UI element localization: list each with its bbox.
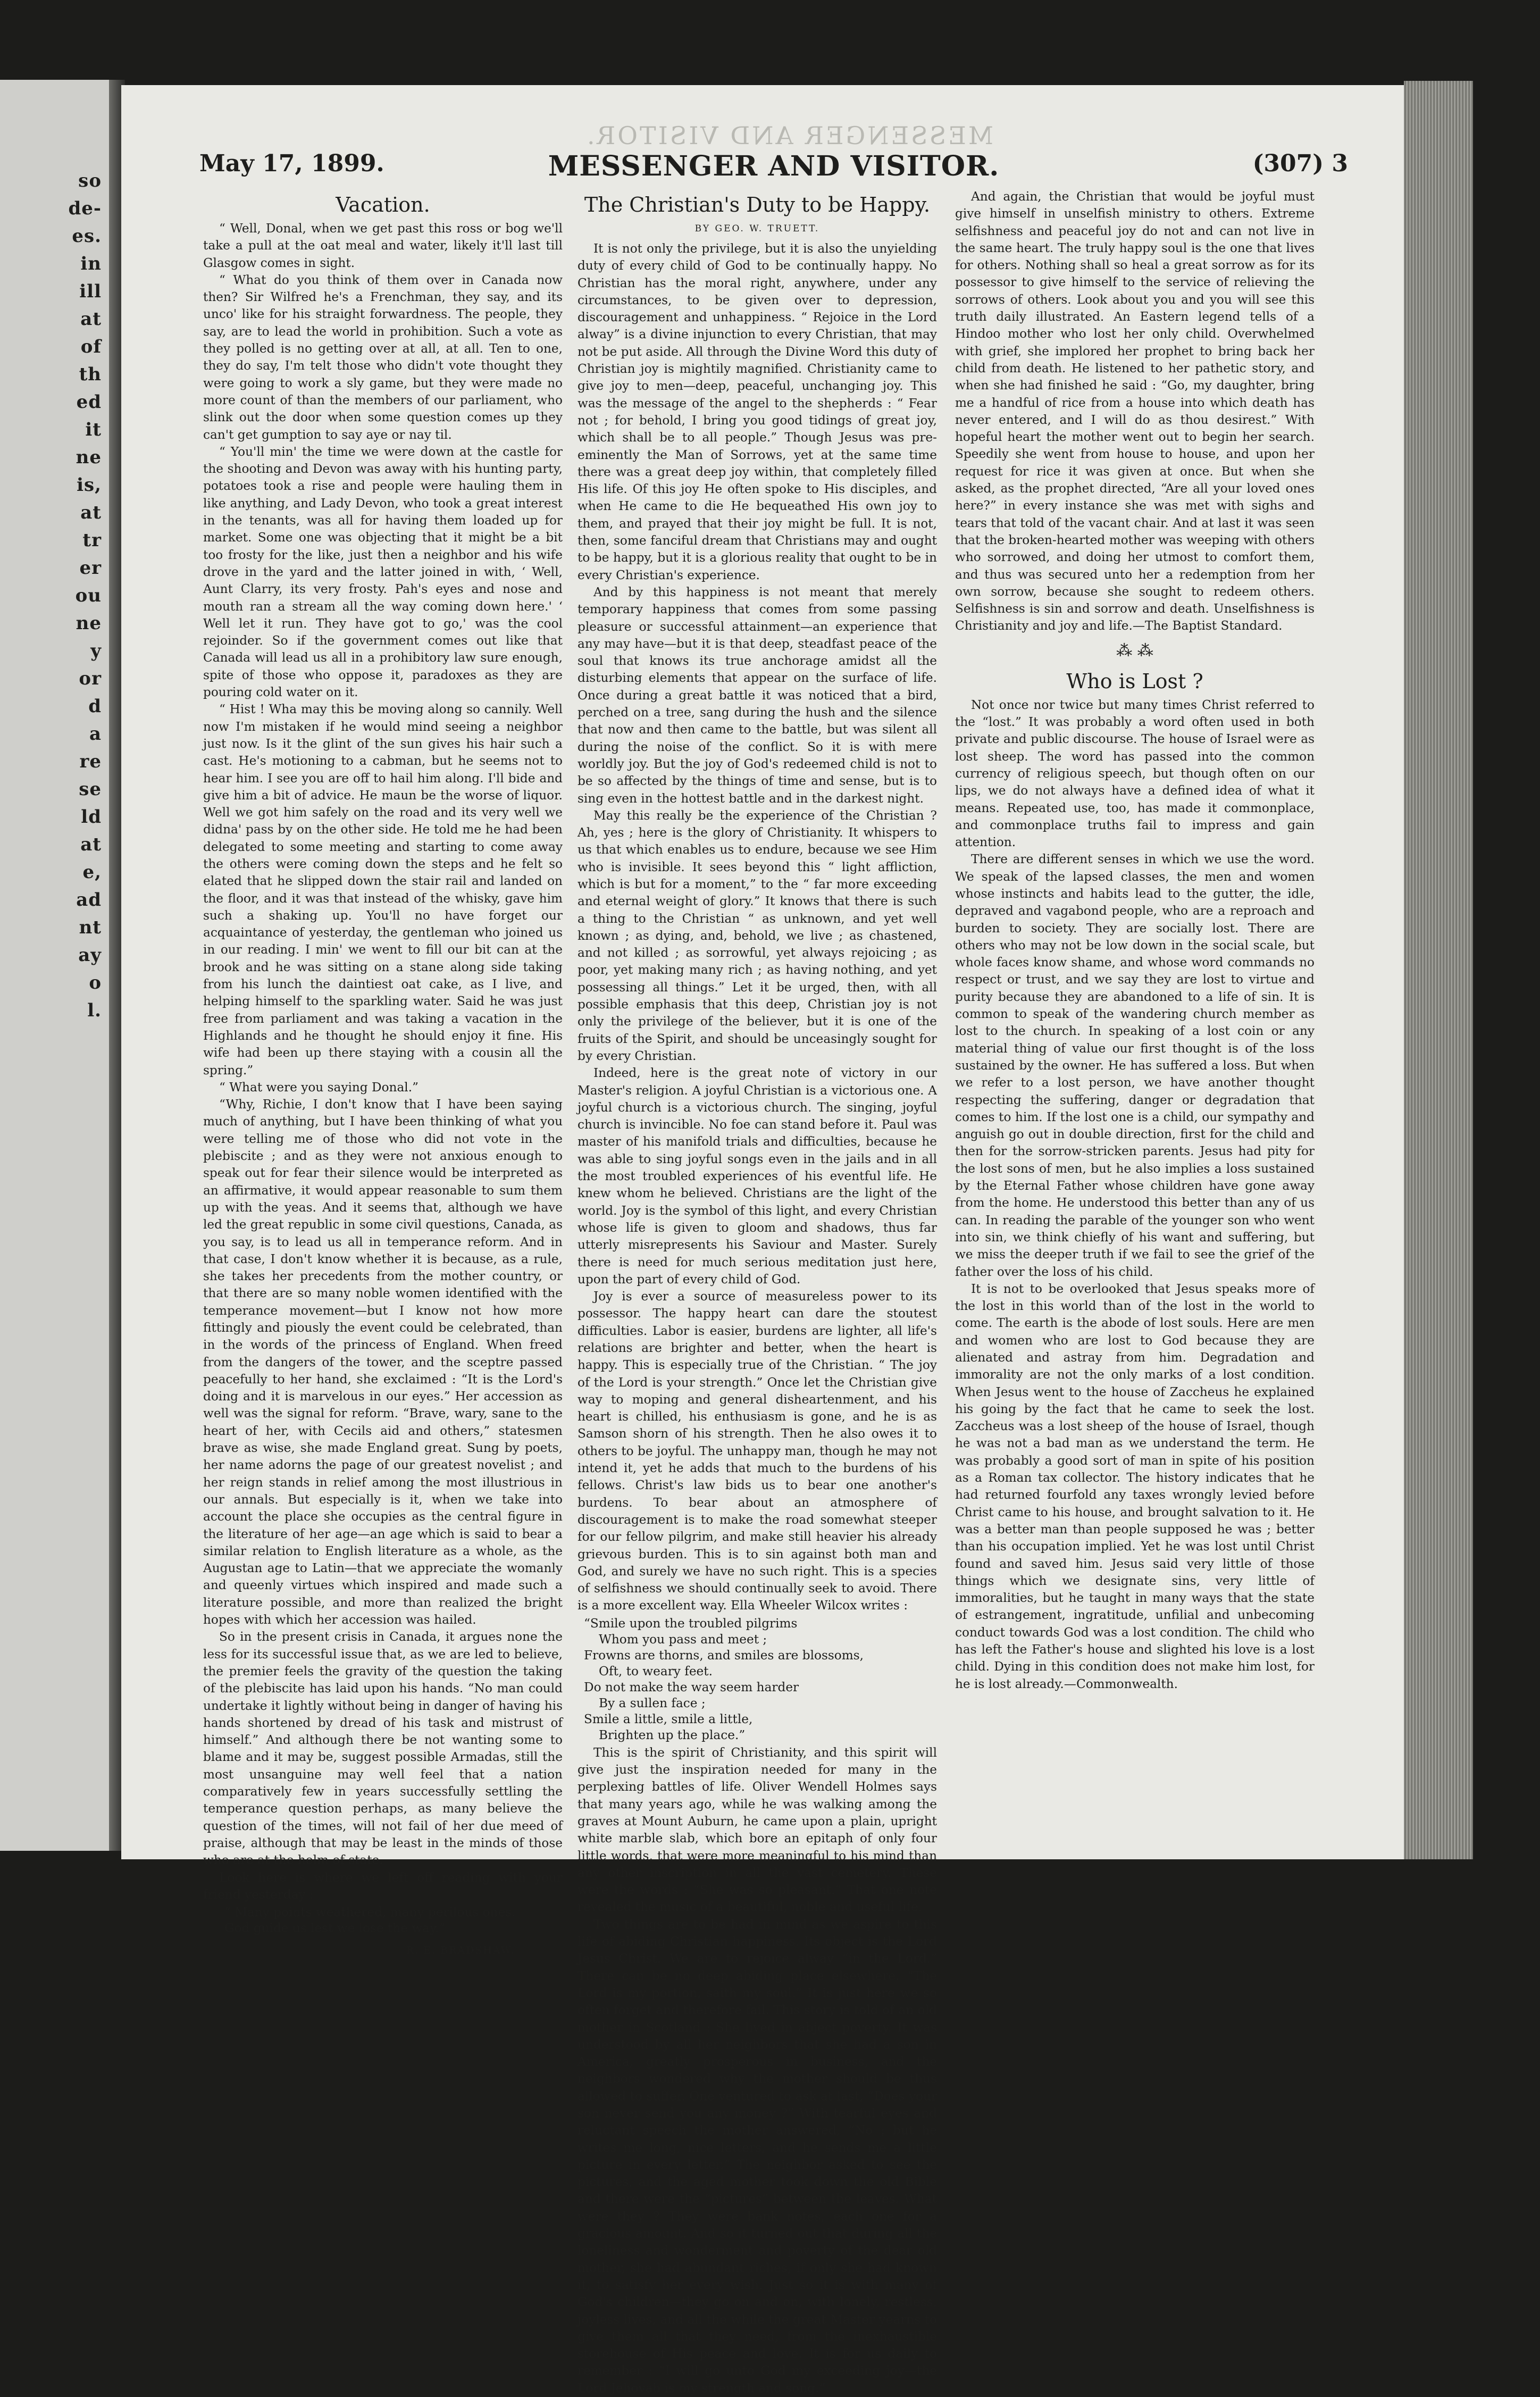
cut-off-word-fragment: so [78,170,102,191]
verse-line: Do not make the way seem harder [584,1680,799,1694]
cut-off-word-fragment: er [79,557,102,579]
paragraph: There are different senses in which we use the word. We speak of the lapsed classes, the men and women whose instincts and habits lead to the gutter, the idle, depraved and vagabond people, who are a reproach and burden to society. They are socially lost. There are others who may not be low down in the social scale, but whole faces know shame, and whose word commands no respect or trust, and we say they are lost to virtue and purity because they are abandoned to a life of sin. It is common to speak of the wandering church member as lost to the church. In speaking of a lost coin or any material thing of value our first thought is of the loss sustained by the owner. He has suffered a loss. But when we refer to a lost person, we have another thought respecting the suffering, danger or degradation that comes to him. If the lost one is a child, our sympathy and anguish go out in double direction, first for the child and then for the sorrow-stricken parents. Jesus had pity for the lost sons of men, but he also implies a loss sustained by the Eternal Father whose children have gone away from the home. He understood this better than any of us can. In reading the parable of the younger son who went into sin, we think chiefly of his want and suffering, but we miss the deeper truth if we fail to see the grief of the father over the loss of his child. [955,852,1315,1279]
cut-off-word-fragment: is, [77,474,102,496]
cut-off-word-fragment: th [79,364,102,385]
verse-line: “ Many points weathered, many perilous ones. [224,1905,516,1920]
paragraph: This is the spirit of Christianity, and this spirit will give just the inspiration needed for many in the perplexing battles of life. Oliver Wendell Holmes says that many years ago, while he was walking among the graves at Mount Auburn, he came upon a plain, upright white marble slab, which bore an epitaph of only four little words, that were more meaningful to his mind than any other inscription in all the vast cemetery. These were the words : “She was so pleasant.” That one note revealed the music of a beautiful, noble and useful life. [577,1745,937,1915]
paragraph: “ You'll min' the time we were down at the castle for the shooting and Devon was away with his hunting party, potatoes took a rise and people were hauling them in like anything, and Lady Devon, who took a great interest in the tenants, was all for having them loaded up for market. Some one was objecting that it might be a bit too frosty for the like, just then a neighbor and his wife drove in the yard and the latter joined in with, ‘ Well, Aunt Clarry, its very frosty. Pah's eyes and nose and mouth ran a stream all the way coming down here.' ‘ Well let it run. They have got to go,' was the cool rejoinder. So if the government comes out like that Canada will lead us all in a prohibitory law sure enough, spite of those who oppose it, paradoxes as they are pouring cold water on it. [203,444,563,700]
column-3 [955,188,1315,1848]
cut-off-word-fragment: tr [82,530,102,551]
bleed-through-masthead: MESSENGER AND VISITOR. [585,121,994,150]
verse-line: By a sullen face ; [599,1696,706,1710]
cut-off-word-fragment: a [89,723,102,745]
byline: BY GEO. W. TRUETT. [694,223,820,234]
paragraph: It is not to be overlooked that Jesus speaks more of the lost in this world than of the lost in the world to come. The earth is the abode of lost souls. Here are men and women who are lost to God because they are alienated and astray from him. Degradation and immorality are not the only marks of a lost condition. When Jesus went to the house of Zaccheus he explained his going by the fact that he came to seek the lost. Zaccheus was a lost sheep of the house of Israel, though he was not a bad man as we understand the term. He was probably a good sort of man in spite of his position as a Roman tax collector. The history indicates that he had returned fourfold any taxes wrongly levied before Christ came to his house, and brought salvation to it. He was a better man than people supposed he was ; better than his occupation implied. Yet he was lost until Christ found and saved him. Jesus said very little of those things which we designate sins, very little of immoralities, but he taught in many ways that the state of estrangement, ingratitude, unfilial and unbecoming conduct towards God was a lost condition. The child who has left the Father's house and slighted his love is a lost child. Dying in this condition does not make him lost, for he is lost already.—Commonwealth. [955,1281,1315,1691]
verse-line: Smile a little, smile a little, [584,1711,753,1726]
cut-off-word-fragment: ld [81,806,102,828]
paragraph: “ What do you think of them over in Canada now then? Sir Wilfred he's a Frenchman, they say, and its unco' like for his straight forwardness. The people, they say, are to lead the world in prohibition. Such a vote as they polled is no getting over at all, at all. Ten to one, they do say, I'm telt those who didn't vote thought they were going to work a sly game, but they were made no more count of than the members of our parliament, who slink out the door when some question comes up they can't get gumption to say aye or nay til. [203,272,563,442]
cut-off-word-fragment: or [79,668,102,689]
paragraph: Joy is ever a source of measureless power to its possessor. The happy heart can dare the stoutest difficulties. Labor is easier, burdens are lighter, all life's relations are brighter and better, when the heart is happy. This is especially true of the Christian. “ The joy of the Lord is your strength.” Once let the Christian give way to moping and general disheartenment, and his heart is chilled, his enthusiasm is gone, and he is as Samson shorn of his strength. Then he also owes it to others to be joyful. The unhappy man, though he may not intend it, yet he adds that much to the burdens of his fellows. Christ's law bids us to bear one another's burdens. To bear about an atmosphere of discouragement is to make the road somewhat steeper for our fellow pilgrim, and make still heavier his already grievous burden. This is to sin against both man and God, and surely we have no such right. This is a species of selfishness we should continually seek to avoid. There is a more excellent way. Ella Wheeler Wilcox writes : [577,1289,937,1613]
cut-off-word-fragment: ne [76,447,102,468]
paragraph: Indeed, here is the great note of victory in our Master's religion. A joyful Christian is a victorious one. A joyful church is a victorious church. The singing, joyful church is invincible. No foe can stand before it. Paul was master of his manifold trials and difficulties, because he was able to sing joyful songs even in the jails and in all the most troubled experiences of his eventful life. He knew whom he believed. Christians are the light of the world. Joy is the symbol of this light, and every Christian whose life is given to gloom and shadows, thus far utterly misrepresents his Saviour and Master. Surely there is need for much serious meditation just here, upon the part of every child of God. [577,1066,937,1287]
paragraph: “ What were you saying Donal.” [219,1080,419,1095]
paragraph: “ Well, Donal, when we get past this ross or bog we'll take a pull at the oat meal and water, likely it'll last till Glasgow comes in sight. [203,221,563,270]
cut-off-word-fragment: in [80,253,102,274]
cut-off-word-fragment: re [79,751,102,772]
article-title-vacation: Vacation. [336,193,430,216]
cut-off-word-fragment: de- [68,198,102,219]
verse-line: Oft, to weary feet. [599,1664,713,1678]
page-header [199,150,1348,184]
quoted-poem [577,1616,937,1743]
page-number: (307) 3 [1252,150,1348,177]
cut-off-word-fragment: ne [76,613,102,634]
paragraph: So in the present crisis in Canada, it argues none the less for its successful issue that, as we are led to believe, the premier feels the gravity of the question the taking of the plebiscite has laid upon his hands. “No man could undertake it lightly without being in danger of having his hands shortened by dread of his task and mistrust of himself.” And although there be not wanting some to blame and it may be, suggest possible Armadas, still the most unsanguine may well feel that a nation comparatively few in years successfully settling the temperance question perhaps, as many believe the question of the times, will not fail of her due meed of praise, although that may be least in the minds of those who are at the helm of state. [203,1630,563,1868]
cut-off-word-fragment: ay [78,945,102,966]
paragraph: “ Hist ! Wha may this be moving along so cannily. Well now I'm mistaken if he would mind seeing a neighbor just now. Is it the glint of the sun gives his hair such a cast. He's motioning to a cabman, but he seems not to hear him. I see you are off to hail him along. I'll bide and give him a bit of advice. He maun be the worse of liquor. Well we got him safely on the road and its very well we didna' pass by on the other side. He told me he had been delegated to some meeting and starting to come away the others were coming down the steps and he felt so elated that he slipped down the stair rail and landed on the floor, and it was that instead of the whisky, gave him such a shaking up. You'll no have forget our acquaintance of yesterday, the gentleman who joined us in our reading. I min' we went to fill our bit can at the brook and he was sitting on a stane along side taking from his lunch the daintiest oat cake, as I live, and helping himself to the sparkling water. Said he was just free from parliament and was taking a vacation in the Highlands and he thought he should enjoy it fine. His wife had been up there staying with a cousin all the spring.” [203,702,563,1078]
column-2 [577,188,937,2395]
paragraph: Look here is where we left off reading with your friend yesterday : [203,1870,563,1902]
paragraph: And by this happiness is not meant that merely temporary happiness that comes from some passing pleasure or successful attainment—an experience that any may have—but it is that deep, steadfast peace of the soul that knows its true anchorage amidst all the disturbing elements that appear on the surface of life. Once during a great battle it was noticed that a bird, perched on a tree, sang during the hush and the silence that now and then came to the battle, but was silent all during the noise of the conflict. So it is with mere worldly joy. But the joy of God's redeemed child is not to be so affected by the things of time and sense, but is to sing even in the hottest battle and in the darkest night. [577,584,937,806]
article-body-vacation [203,220,563,1903]
adjacent-page-fragment [0,80,109,1851]
cut-off-word-fragment: at [80,502,102,523]
verse-line: Whom you pass and meet ; [599,1632,767,1647]
author-signature: R. E. BRADSHAW. [406,1944,515,1957]
article-title-who-is-lost: Who is Lost ? [1066,669,1203,693]
cut-off-word-fragment: es. [72,225,102,247]
cut-off-word-fragment: d [88,696,102,717]
cut-off-word-fragment: se [79,779,102,800]
verse-line: “Smile upon the troubled pilgrims [584,1616,798,1631]
cut-off-word-fragment: of [80,336,102,357]
cut-off-word-fragment: ed [76,391,102,413]
paragraph: And again, the Christian that would be joyful must give himself in unselfish ministry to others. Extreme selfishness and peaceful joy do not and can not live in the same heart. The truly happy soul is the one that lives for others. Nothing shall so heal a great sorrow as for its possessor to give himself to the service of relieving the sorrows of others. Look about you and you will see this truth daily illustrated. An Eastern legend tells of a Hindoo mother who lost her only child. Overwhelmed with grief, she implored her prophet to bring back her child from death. He listened to her pathetic story, and when she had finished he said : “Go, my daughter, bring me a handful of rice from a house into which death has never entered, and I will do as thou desirest.” With hopeful heart the mother went out to begin her search. Speedily she went from house to house, and upon her request for rice it was given at once. But when she asked, as the prophet directed, “Are all your loved ones here?” in every instance she was met with sighs and tears that told of the vacant chair. And at last it was seen that the broken-hearted mother was weeping with others who sorrowed, and doing her utmost to comfort them, and thus was secured unto her a redemption from her own sorrow, because she sought to redeem others. Selfishness is sin and sorrow and death. Unselfishness is Christianity and joy and life.—The Baptist Standard. [955,189,1315,633]
cut-off-word-fragment: ad [76,889,102,911]
cut-off-word-fragment: o [89,972,102,993]
cut-off-word-fragment: it [85,419,102,440]
cut-off-word-fragment: nt [79,917,102,938]
section-ornament: ⁂ ⁂ [1116,641,1153,660]
article-title-christians-duty: The Christian's Duty to be Happy. [584,193,931,216]
cut-off-word-fragment: l. [87,1000,102,1021]
paragraph: It is not only the privilege, but it is also the unyielding duty of every child of God to be continually happy. No Christian has the moral right, anywhere, under any circumstances, to be given over to depression, discouragement and unhappiness. “ Rejoice in the Lord alway” is a divine injunction to every Christian, that may not be put aside. All through the Divine Word this duty of Christian joy is mightily magnified. Christianity came to give joy to men—deep, peaceful, unchanging joy. This was the message of the angel to the shepherds : “ Fear not ; for behold, I bring you good tidings of great joy, which shall be to all people.” Though Jesus was pre-eminently the Man of Sorrows, yet at the same time there was a great deep joy within, that completely filled His life. Of this joy He often spoke to His disciples, and when He came to die He bequeathed His own joy to them, and prayed that their joy might be full. It is not, then, some fanciful dream that Christians may and ought to be happy, but it is a glorious reality that ought to be in every Christian's experience. [577,241,937,582]
cut-off-word-fragment: e, [82,862,102,883]
paragraph: Not once nor twice but many times Christ referred to the “lost.” It was probably a word often used in both private and public discourse. The house of Israel were as lost sheep. The word has passed into the common currency of religious speech, but though often on our lips, we do not always have a defined idea of what it means. Repeated use, too, has made it commonplace, and commonplace truths fail to impress and gain attention. [955,697,1315,850]
paragraph: May this really be the experience of the Christian ? Ah, yes ; here is the glory of Christianity. It whispers to us that which enables us to endure, because we see Him who is invisible. It sees beyond this “ light affliction, which is but for a moment,” to the “ far more exceeding and eternal weight of glory.” It knows that there is such a thing to the Christian “ as unknown, and yet well known ; as dying, and, behold, we live ; as chastened, and not killed ; as sorrowful, yet always rejoicing ; as poor, yet making many rich ; as having nothing, and yet possessing all things.” Let it be urged, then, with all possible emphasis that this deep, Christian joy is not only the privilege of the believer, but it is one of the fruits of the Spirit, and should be unceasingly sought for by every Christian. [577,808,937,1063]
verse-line: God guide us lest we lose the way.” [224,1921,446,1936]
cut-off-word-fragment: ou [75,585,102,606]
verse-line: Brighten up the place.” [599,1727,746,1742]
masthead-title: MESSENGER AND VISITOR. [548,150,1000,182]
column-1 [203,188,563,1957]
cut-off-word-fragment: y [90,640,102,662]
verse-line: Frowns are thorns, and smiles are blossoms, [584,1648,864,1663]
cut-off-word-fragment: at [80,308,102,330]
quoted-verse [203,1905,563,1936]
issue-date: May 17, 1899. [199,150,384,177]
cut-off-word-fragment: at [80,834,102,855]
paragraph: Two things are to be had in mind as we aspire to this life of abiding Christian happiness. Its object is the Lord Jesus Christ. We are to rejoice alway “in the Lord.” There can be no deep abiding place elsewhere. “The Lord is my portion, saith my soul.” It is just here we so often forget and therefore fail. This story is told of an old mother in Scotland : She lived in abject poverty. It was understood by all her neighbors that she had a son in America, greatly prosperous in business, and the neighbors wondered why the mother should be thus allowed to suffer. One ventured to ask at last, “Does your son never send you any money ?” With tearful eyes and reluctant speech the mother answered, “No ; but he writes me long, nice letters, and he sends me a little picture in every letter.” The neighbor asked to see the pictures, and the aged mother took down the old Bible and there were the “pictures” between the leaves. What were they ? They were bank notes, each one for a gracious amount. And so it turned out that during all the loneliness and wonderment and poverty of the dear old mother, she had abundant riches, if only she had known it, to satisfy her every wish. Just so it is with many of God's children—they go on and on, with lonely, restless, joyless lives, and all the while the great Master yearns to give them all that they need, from the inexhaustible storehouse of His peace and love. It is for us daily to remember : “I will go unto God my exceeding joy—the Lord Jehovah is my strength and song.” [577,1917,937,2395]
paragraph: “Why, Richie, I don't know that I have been saying much of anything, but I have been thinking of what you were telling me of those who did not vote in the plebiscite ; and as they were not anxious enough to speak out for fear their silence would be interpreted as an affirmative, it would appear reasonable to sum them up with the yeas. And it seems that, although we have led the great republic in some civil questions, Canada, as you say, is to lead us all in temperance reform. And in that case, I don't know whether it is because, as a rule, she takes her precedents from the mother country, or that there are so many noble women identified with the temperance movement—but I know not how more fittingly and piously the event could be celebrated, than in the words of the princess of England. When freed from the dangers of the tower, and the sceptre passed peacefully to her hand, she exclaimed : “It is the Lord's doing and it is marvelous in our eyes.” Her accession as well was the signal for reform. “Brave, wary, sane to the heart of her, with Cecils aid and others,” statesmen brave as wise, she made England great. Sung by poets, her name adorns the page of our greatest novelist ; and her reign stands in relief among the most illustrious in our annals. But especially is it, when we take into account the place she occupies as the central figure in the literature of her age—an age which is said to bear a similar relation to English literature as a whole, as the Augustan age to Latin—that we appreciate the womanly and queenly virtues which inspired and made such a literature possible, and more than realized the bright hopes with which her accession was hailed. [203,1097,563,1627]
cut-off-word-fragment: ill [79,281,102,302]
stacked-page-edges [1404,81,1473,1859]
